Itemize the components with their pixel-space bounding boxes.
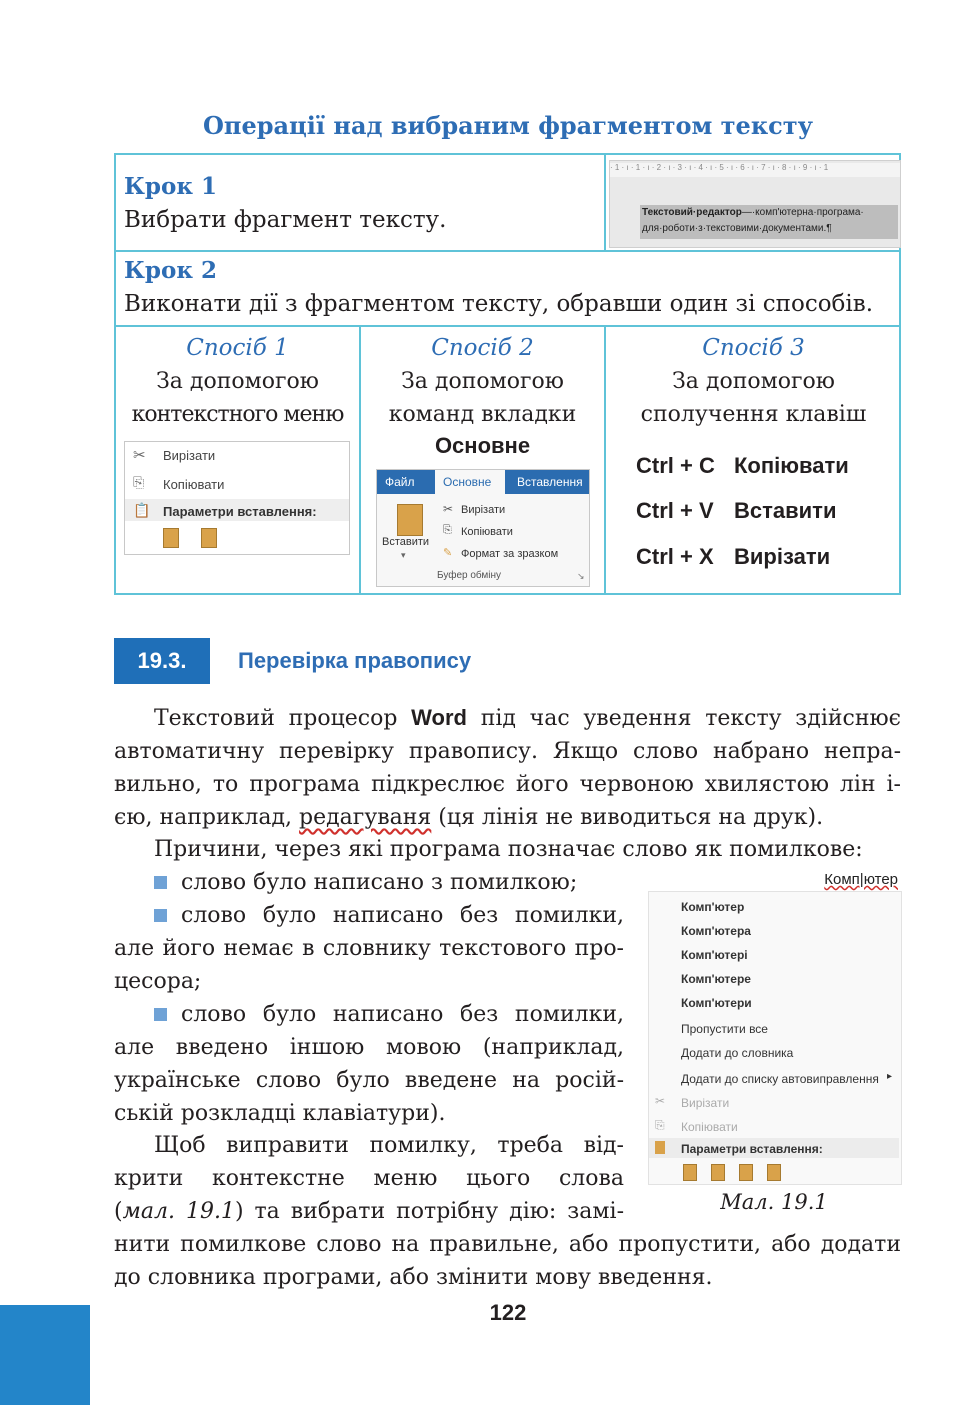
shortcut-keys-3: Ctrl + X — [636, 544, 714, 569]
bullet-icon — [154, 909, 167, 922]
suggestion-1: Комп'ютер — [681, 900, 745, 914]
way3-line1: За допомогою — [672, 369, 835, 394]
paragraph-3: Щоб виправити помилку, треба від- крити контекстне меню цього слова (мал. 19.1) та вибрати потрібну дію: замі- — [114, 1133, 624, 1224]
spellcheck-figure — [648, 863, 900, 1183]
ribbon-tab-insert: Вставлення — [517, 475, 583, 489]
way1-line2: контекстного меню — [131, 402, 344, 427]
ribbon-copy-icon: ⎘ — [443, 524, 452, 536]
paste-icon — [655, 1141, 665, 1154]
suggestion-4: Комп'ютере — [681, 972, 751, 986]
way2-line2: команд вкладки — [388, 402, 577, 427]
sample-line-1: Текстовий·редактор—·комп'ютерна·програма· — [642, 207, 864, 218]
context-menu-screenshot — [124, 441, 350, 555]
format-painter-icon: ✎ — [443, 547, 453, 559]
bullet-icon — [154, 1008, 167, 1021]
paste-picture-icon — [739, 1164, 753, 1181]
word-brand: Word — [411, 705, 467, 730]
menu-add-autocorrect: Додати до списку автовиправлення — [681, 1072, 879, 1086]
menu-paste: Параметри вставлення: — [163, 504, 317, 519]
ribbon-tab-home: Основне — [443, 475, 492, 489]
paste-option-icon — [163, 528, 179, 548]
suggestion-2: Комп'ютера — [681, 924, 751, 938]
menu-copy: Копіювати — [163, 477, 225, 492]
paste-text-only-icon — [767, 1164, 781, 1181]
way2-tab-name: Основне — [434, 433, 531, 458]
page-corner-tab — [0, 1305, 90, 1405]
bullet-icon — [154, 876, 167, 889]
copy-icon: ⎘ — [133, 474, 145, 490]
way1-line1: За допомогою — [156, 369, 319, 394]
shortcut-keys-2: Ctrl + V — [636, 498, 714, 523]
step2-label: Крок 2 — [124, 257, 217, 284]
operations-table — [114, 153, 901, 595]
ribbon-screenshot — [376, 469, 590, 587]
spell-context-menu — [648, 891, 902, 1185]
paste-icon: 📋 — [133, 502, 151, 518]
selected-text-screenshot — [609, 160, 901, 248]
page-number: 122 — [489, 1300, 527, 1325]
way3-label: Спосіб 3 — [702, 335, 805, 361]
menu-cut: Вирізати — [163, 448, 216, 463]
ribbon-cut: Вирізати — [461, 504, 506, 516]
menu-cut-disabled: Вирізати — [681, 1096, 730, 1110]
scissors-icon: ✂ — [133, 447, 146, 464]
way2-label: Спосіб 2 — [431, 335, 534, 361]
ruler: · 1 · ı · 1 · ı · 2 · ı · 3 · ı · 4 · ı · 5 · ı · 6 · ı · 7 · ı · 8 · ı · 9 · ı · 1 — [610, 163, 900, 177]
suggestion-3: Комп'ютері — [681, 948, 748, 962]
bullet-3: слово було написано без помилки, але введено іншою мовою (наприклад, українське слово було введене на росій- ській розкладці клавіатури). — [114, 1002, 624, 1126]
submenu-arrow-icon: ▸ — [887, 1071, 893, 1082]
bullet-1: слово було написано з помилкою; — [154, 866, 577, 899]
paste-clipboard-icon — [397, 504, 423, 536]
step1-label: Крок 1 — [124, 173, 217, 200]
way1-label: Спосіб 1 — [186, 335, 289, 361]
section-title: Перевірка правопису — [238, 648, 472, 673]
paste-merge-icon — [711, 1164, 725, 1181]
step1-text: Вибрати фрагмент тексту. — [124, 207, 447, 233]
figure-caption: Мал. 19.1 — [720, 1190, 828, 1214]
way2-line1: За допомогою — [401, 369, 564, 394]
step2-text: Виконати дії з фрагментом тексту, обравши один зі способів. — [124, 291, 874, 317]
ribbon-cut-icon: ✂ — [443, 502, 454, 516]
misspelled-sample: Комп|ютер — [824, 871, 898, 888]
menu-ignore-all: Пропустити все — [681, 1022, 768, 1036]
figure-reference: мал. 19.1 — [122, 1199, 235, 1224]
paragraph-3-end: нити помилкове слово на правильне, або пропустити, або додати до словника програми, або змінити мову введення. — [114, 1232, 901, 1290]
dialog-launcher-icon: ↘ — [577, 571, 585, 581]
paste-picture-icon — [201, 528, 217, 548]
misspelled-word: редагуваня — [299, 805, 432, 830]
ribbon-copy: Копіювати — [461, 526, 513, 538]
table-title: Операції над вибраним фрагментом тексту — [202, 111, 814, 140]
menu-paste-options: Параметри вставлення: — [681, 1142, 823, 1156]
shortcut-action-3: Вирізати — [734, 544, 831, 569]
paste-keep-format-icon — [683, 1164, 697, 1181]
shortcut-action-2: Вставити — [734, 498, 837, 523]
copy-icon: ⎘ — [655, 1118, 665, 1132]
menu-add-dictionary: Додати до словника — [681, 1046, 794, 1060]
ribbon-paste-label: Вставити — [382, 536, 430, 548]
menu-copy-disabled: Копіювати — [681, 1120, 738, 1134]
chevron-down-icon: ▾ — [401, 550, 406, 560]
cut-icon: ✂ — [655, 1094, 666, 1108]
bullet-2: слово було написано без помилки, але його немає в словнику текстового про- цесора; — [114, 903, 624, 994]
way3-line2: сполучення клавіш — [640, 402, 867, 427]
shortcut-keys-1: Ctrl + C — [636, 453, 715, 478]
paragraph-2: Причини, через які програма позначає слово як помилкове: — [154, 837, 863, 862]
section-number: 19.3. — [114, 638, 210, 684]
paragraph-1: Текстовий процесор Word під час уведення тексту здійснює автоматичну перевірку правопису. Якщо слово набрано непра- вильно, то програма підкреслює його червоною хвилястою лін і- єю, наприклад, редагуваня (ця лінія не виводиться на друк). — [114, 705, 902, 830]
shortcut-action-1: Копіювати — [734, 453, 849, 478]
sample-line-2: для·роботи·з·текстовими·документами.¶ — [642, 223, 832, 234]
ribbon-group-label: Буфер обміну — [437, 570, 502, 581]
suggestion-5: Комп'ютери — [681, 996, 752, 1010]
ribbon-format: Формат за зразком — [461, 548, 559, 560]
ribbon-tab-file: Файл — [385, 475, 415, 489]
